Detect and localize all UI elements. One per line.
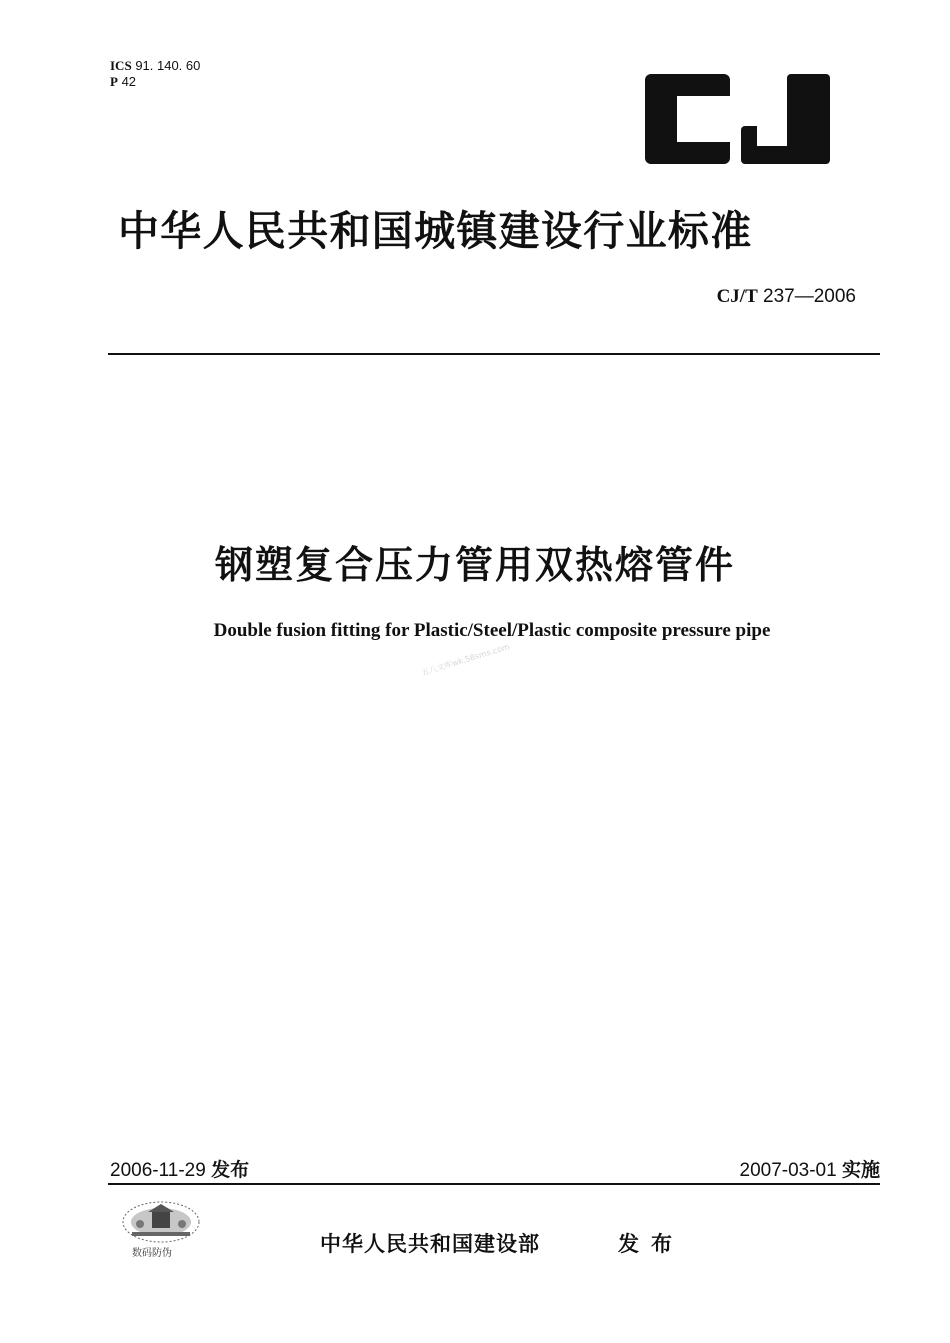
- implementation-date-value: 2007-03-01: [739, 1160, 837, 1181]
- standard-category-title: 中华人民共和国城镇建设行业标准: [118, 207, 753, 255]
- ics-code: 91. 140. 60: [135, 58, 201, 73]
- issue-date: [110, 1155, 249, 1182]
- standard-number-prefix: CJ/T: [716, 286, 758, 307]
- anti-counterfeit-seal-icon: [118, 1198, 204, 1250]
- document-title-en: Double fusion fitting for Plastic/Steel/Plastic composite pressure pipe: [213, 620, 771, 641]
- publish-action: 发布: [618, 1232, 684, 1256]
- ccs-code: 42: [121, 74, 137, 89]
- ccs-label: P: [110, 74, 118, 89]
- ics-label: ICS: [110, 58, 132, 73]
- publisher: 中华人民共和国建设部: [320, 1232, 540, 1256]
- cj-logo: [645, 74, 830, 164]
- ccs-line: [110, 74, 200, 90]
- implementation-date: [740, 1155, 881, 1182]
- seal-caption: 数码防伪: [132, 1248, 172, 1259]
- standard-number: [717, 286, 856, 308]
- ics-classification: [110, 58, 200, 90]
- issue-date-value: 2006-11-29: [110, 1160, 206, 1181]
- bottom-divider: [108, 1183, 880, 1185]
- implementation-label: 实施: [841, 1159, 880, 1181]
- document-title-cn: 钢塑复合压力管用双热熔管件: [214, 543, 735, 587]
- watermark: 五八文库wk.58sms.com: [420, 642, 511, 678]
- top-divider: [108, 353, 880, 355]
- ics-line: [110, 58, 200, 74]
- standard-number-value: 237—2006: [763, 286, 856, 307]
- issue-label: 发布: [211, 1159, 250, 1181]
